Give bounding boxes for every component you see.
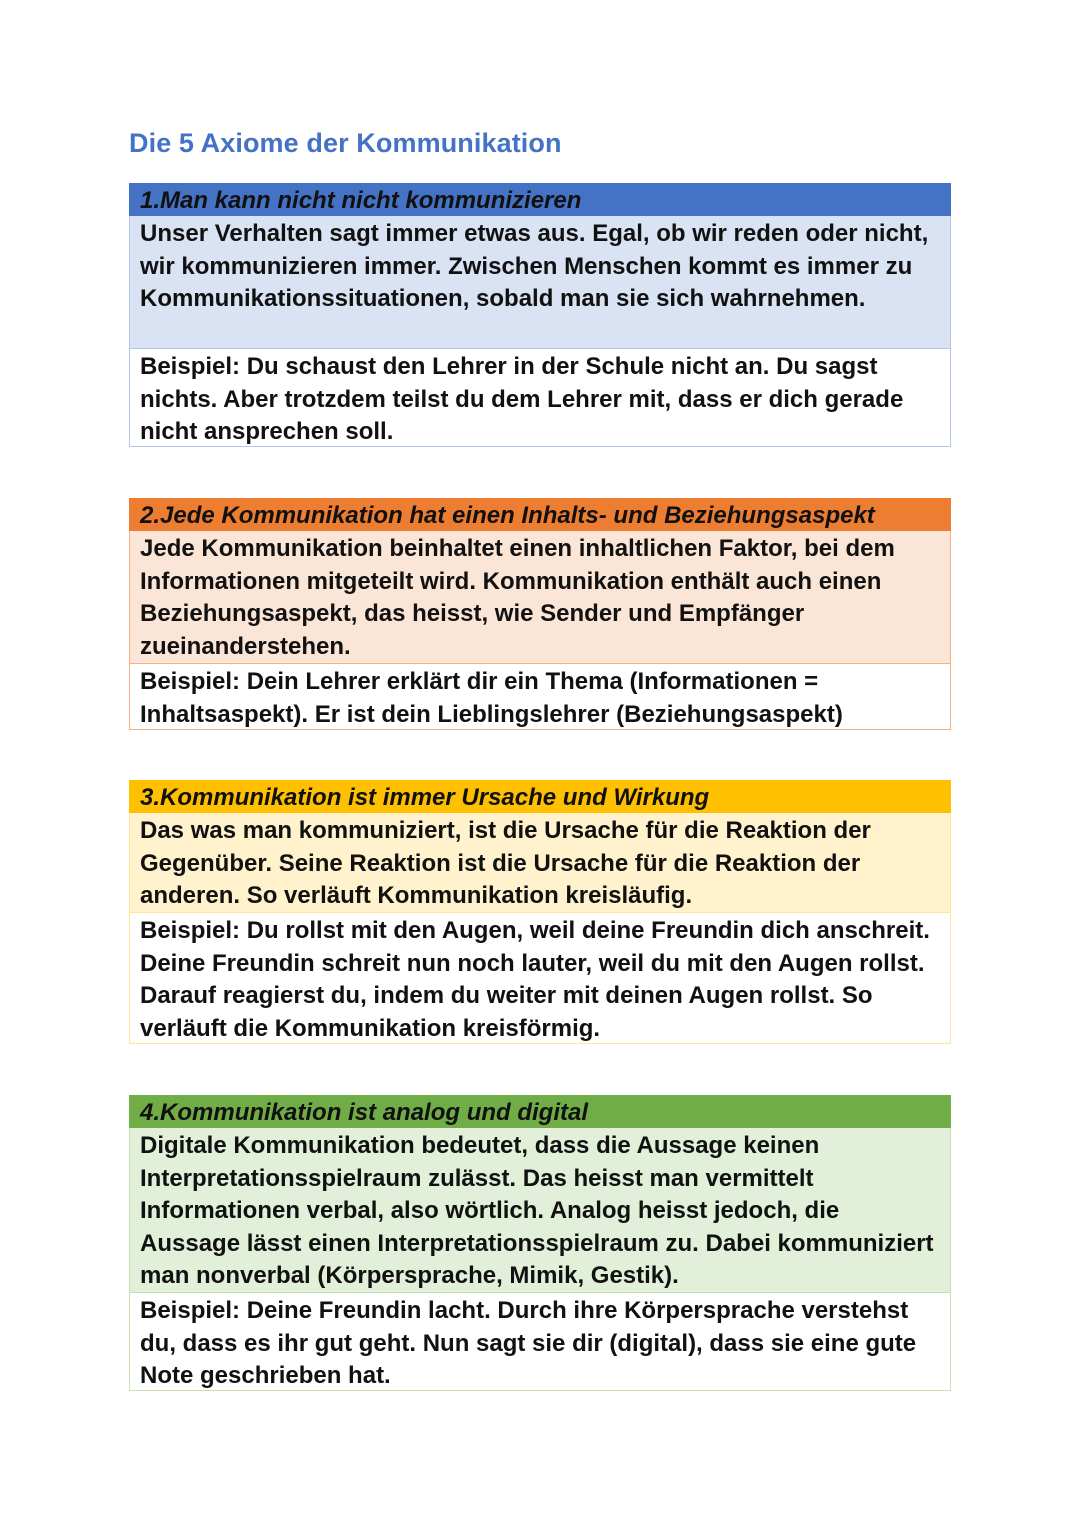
axiom-3-example: Beispiel: Du rollst mit den Augen, weil deine Freundin dich anschreit. Deine Freundin schreit nun noch lauter, weil du mit den Augen rollst. Darauf reagierst du, indem du weiter mit deinen Augen rollst. So verläuft die Kommunikation kreisförmig. bbox=[129, 912, 951, 1044]
axiom-1-heading: 1.Man kann nicht nicht kommunizieren bbox=[129, 183, 951, 216]
axiom-2-definition: Jede Kommunikation beinhaltet einen inhaltlichen Faktor, bei dem Informationen mitgeteilt wird. Kommunikation enthält auch einen Beziehungsaspekt, das heisst, wie Sender und Empfänger zueinanderstehen. bbox=[129, 531, 951, 663]
axiom-4-example: Beispiel: Deine Freundin lacht. Durch ihre Körpersprache verstehst du, dass es ihr gut geht. Nun sagt sie dir (digital), dass sie eine gute Note geschrieben hat. bbox=[129, 1292, 951, 1391]
axiom-1-example: Beispiel: Du schaust den Lehrer in der Schule nicht an. Du sagst nichts. Aber trotzdem teilst du dem Lehrer mit, dass er dich gerade nicht ansprechen soll. bbox=[129, 348, 951, 447]
axiom-3-heading: 3.Kommunikation ist immer Ursache und Wirkung bbox=[129, 780, 951, 813]
axiom-1-table bbox=[129, 183, 951, 447]
axiom-3-table bbox=[129, 780, 951, 1044]
axiom-2-heading: 2.Jede Kommunikation hat einen Inhalts- und Beziehungsaspekt bbox=[129, 498, 951, 531]
axiom-4-table bbox=[129, 1095, 951, 1391]
axiom-2-table bbox=[129, 498, 951, 730]
axiom-4-definition: Digitale Kommunikation bedeutet, dass die Aussage keinen Interpretationsspielraum zulässt. Das heisst man vermittelt Informationen verbal, also wörtlich. Analog heisst jedoch, die Aussage lässt einen Interpretationsspielraum zu. Dabei kommuniziert man nonverbal (Körpersprache, Mimik, Gestik). bbox=[129, 1128, 951, 1292]
axiom-1-definition: Unser Verhalten sagt immer etwas aus. Egal, ob wir reden oder nicht, wir kommunizieren immer. Zwischen Menschen kommt es immer zu Kommunikationssituationen, sobald man sie sich wahrnehmen. bbox=[129, 216, 951, 348]
axiom-4-heading: 4.Kommunikation ist analog und digital bbox=[129, 1095, 951, 1128]
axiom-3-definition: Das was man kommuniziert, ist die Ursache für die Reaktion der Gegenüber. Seine Reaktion ist die Ursache für die Reaktion der anderen. So verläuft Kommunikation kreisläufig. bbox=[129, 813, 951, 912]
axiom-2-example: Beispiel: Dein Lehrer erklärt dir ein Thema (Informationen = Inhaltsaspekt). Er ist dein Lieblingslehrer (Beziehungsaspekt) bbox=[129, 663, 951, 730]
page-title: Die 5 Axiome der Kommunikation bbox=[129, 128, 562, 158]
